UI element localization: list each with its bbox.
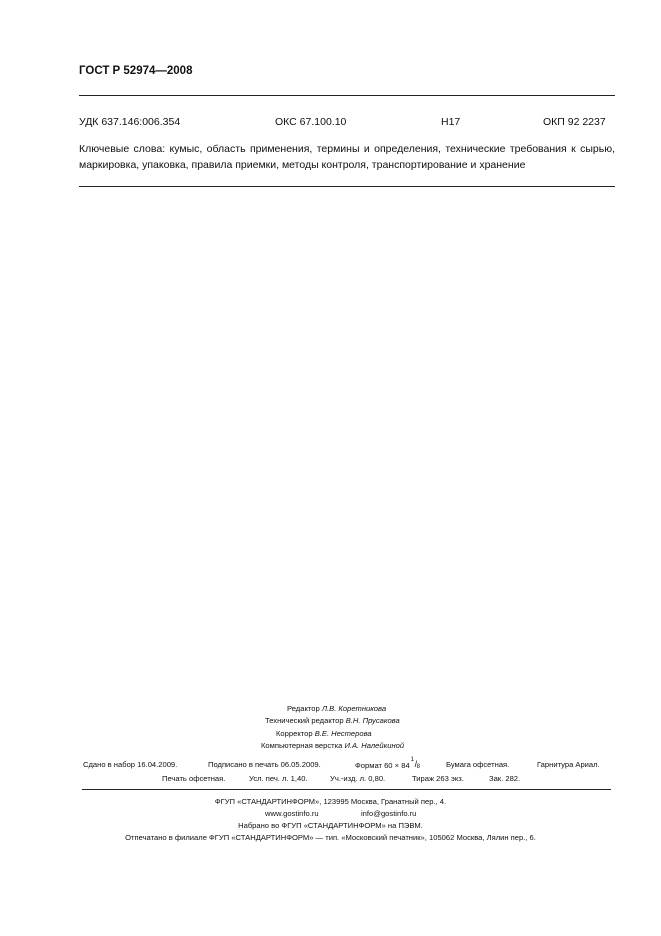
print-printing: Печать офсетная.	[162, 774, 226, 783]
print-conv-sheets: Усл. печ. л. 1,40.	[249, 774, 308, 783]
print-run: Тираж 263 экз.	[412, 774, 464, 783]
udc-code: УДК 637.146:006.354	[79, 116, 181, 128]
top-divider	[79, 95, 615, 96]
credit-tech-editor-name: В.Н. Прусакова	[345, 716, 400, 726]
credit-layout-label: Компьютерная верстка	[261, 741, 343, 751]
print-signed: Подписано в печать 06.05.2009.	[208, 760, 321, 769]
print-format-times: ×	[394, 761, 400, 770]
publisher-line1: ФГУП «СТАНДАРТИНФОРМ», 123995 Москва, Гранатный пер., 4.	[214, 797, 447, 806]
print-paper: Бумага офсетная.	[446, 760, 510, 769]
group-code: Н17	[441, 116, 461, 128]
print-format	[355, 757, 422, 770]
keywords-paragraph: Ключевые слова: кумыс, область применения, термины и определения, технические требования к сырью, маркировка, упаковка, правила приемки, методы контроля, транспортирование и хранение	[79, 143, 615, 171]
print-submitted: Сдано в набор 16.04.2009.	[83, 760, 178, 769]
bottom-divider	[79, 186, 615, 187]
credit-layout	[261, 740, 404, 752]
publisher-divider	[82, 789, 611, 790]
credit-corrector-name: В.Е. Нестерова	[314, 728, 372, 738]
publisher-website: www.gostinfo.ru	[265, 809, 319, 818]
publisher-email: info@gostinfo.ru	[361, 809, 417, 818]
format-fraction	[410, 757, 422, 770]
document-id: ГОСТ Р 52974—2008	[79, 65, 193, 77]
credit-corrector-label: Корректор	[276, 728, 313, 738]
credit-layout-name: И.А. Налейкиной	[344, 741, 405, 751]
credit-tech-editor-label: Технический редактор	[265, 716, 344, 726]
print-pub-sheets: Уч.-изд. л. 0,80.	[330, 774, 386, 783]
oks-code: ОКС 67.100.10	[275, 116, 347, 128]
print-typeface: Гарнитура Ариал.	[537, 760, 600, 769]
credit-editor-label: Редактор	[287, 704, 320, 713]
format-frac-slash: /	[414, 759, 418, 769]
publisher-line3: Набрано во ФГУП «СТАНДАРТИНФОРМ» на ПЭВМ.	[238, 821, 423, 830]
print-order: Зак. 282.	[489, 774, 521, 783]
credit-editor-name: Л.В. Коретникова	[321, 704, 387, 713]
print-format-value: 84	[401, 761, 410, 770]
credit-editor	[287, 703, 386, 715]
format-frac-num: 1	[410, 757, 415, 763]
credit-tech-editor	[265, 715, 400, 727]
print-format-label: Формат 60	[355, 761, 393, 770]
credit-corrector	[276, 728, 372, 740]
publisher-line4: Отпечатано в филиале ФГУП «СТАНДАРТИНФОРМ» — тип. «Московский печатник», 105062 Москва, Лялин пер., 6.	[125, 833, 536, 842]
format-frac-den: 8	[416, 764, 421, 770]
okp-code: ОКП 92 2237	[543, 116, 606, 128]
